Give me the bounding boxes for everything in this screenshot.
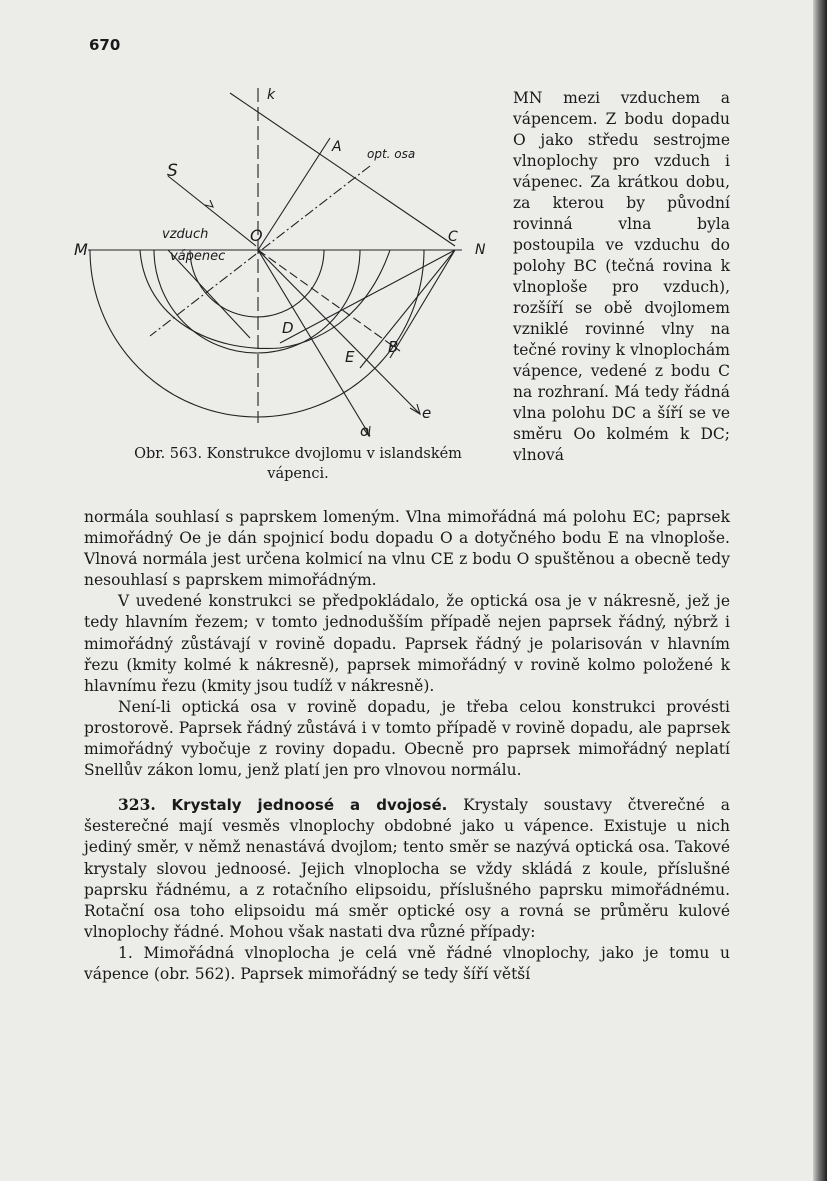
label-k: k: [267, 87, 276, 103]
ordinary-ray-oo: [258, 250, 370, 436]
main-text: [84, 507, 730, 985]
label-a: A: [332, 139, 342, 155]
section-323: [84, 794, 730, 943]
wavefront-ordinary: [154, 250, 360, 353]
line-ob: [258, 250, 400, 351]
figure-563: [70, 78, 510, 450]
section-number: 323.: [118, 795, 156, 815]
caption-line-2: vápenci.: [267, 466, 329, 482]
label-b: B: [388, 338, 399, 356]
caption-line-1: Obr. 563. Konstrukce dvojlomu v islandském: [134, 446, 462, 462]
label-c: C: [448, 229, 458, 245]
page-number: 670: [89, 36, 121, 54]
birefringence-diagram: [70, 78, 510, 450]
section-title: Krystaly jednoosé a dvojosé.: [171, 796, 448, 815]
tangent-bc: [390, 250, 455, 358]
paragraph-3: Není-li optická osa v rovině dopadu, je třeba celou konstrukci provésti prostorově. Paprsek řádný zůstává i v tomto případě v rovině dopadu, ale paprsek mimořádný vybočuje z roviny dopadu. Obecně pro paprsek mimořádný neplatí Snellův zákon lomu, jenž platí jen pro vlnovou normálu.: [84, 697, 730, 780]
line-ao: [258, 138, 330, 250]
figure-caption: [90, 444, 506, 484]
paragraph-5: 1. Mimořádná vlnoplocha je celá vně řádné vlnoplochy, jako je tomu u vápence (obr. 562). Paprsek mimořádný se tedy šíří větší: [84, 943, 730, 983]
page-edge-shadow: [813, 0, 827, 1181]
side-paragraph: MN mezi vzduchem a vápencem. Z bodu dopadu O jako středu sestrojme vlnoplochy pro vzduch i vápenec. Za krátkou dobu, za kterou by původní rovinná vlna byla postoupila ve vzduchu do polohy BC (tečná rovina k vlnoploše pro vzduch), rozšíří se obě dvojlomem vzniklé rovinné vlny na tečné roviny k vlnoplochám vápence, vedené z bodu C na rozhraní. Má tedy řádná vlna polohu DC a šíří se ve směru Oo kolmém k DC; vlnová: [513, 89, 730, 464]
label-o-ray: o: [360, 422, 370, 440]
wavefront-extraordinary: [140, 250, 390, 348]
label-calcite: vápenec: [170, 249, 226, 264]
label-e-point: E: [345, 348, 355, 366]
label-s: S: [167, 161, 178, 181]
section-text: Krystaly soustavy čtverečné a šesterečné mají vesměs vlnoplochy obdobné jako u vápence. Existuje u nich jediný směr, v němž nenastává dvojlom; tento směr se nazývá optická osa. Takové krystaly slovou jednoosé. Jejich vlnoplocha se vždy skládá z koule, příslušné paprsku řádnému, a z rotačního elipsoidu, příslušného paprsku mimořádnému. Rotační osa toho elipsoidu má směr optické osy a rovná se průměru kulové vlnoplochy řádné. Mohou však nastati dva různé případy:: [84, 796, 730, 941]
label-d: D: [282, 319, 294, 337]
label-m: M: [74, 240, 88, 259]
label-o-point: O: [250, 226, 263, 245]
side-column-text: [513, 88, 730, 466]
tangent-dc: [280, 250, 455, 343]
incident-wavefront: [230, 93, 455, 246]
wavefront-air: [90, 250, 424, 417]
tangent-ec: [360, 250, 455, 368]
label-optical-axis: opt. osa: [367, 147, 416, 161]
paragraph-2: V uvedené konstrukci se předpokládalo, že optická osa je v nákresně, jež je tedy hlavním řezem; v tomto jednodušším případě nejen paprsek řádný, nýbrž i mimořádný zůstávají v rovině dopadu. Paprsek řádný je polarisován v hlavním řezu (kmity kolmé k nákresně), paprsek mimořádný v rovině kolmo položené k hlavnímu řezu (kmity jsou tudíž v nákresně).: [84, 592, 730, 695]
label-air: vzduch: [162, 227, 209, 242]
label-e-ray: e: [422, 404, 432, 422]
label-n: N: [475, 242, 486, 258]
paragraph-1: normála souhlasí s paprskem lomeným. Vlna mimořádná má polohu EC; paprsek mimořádný Oe je dán spojnicí bodu dopadu O a dotyčného bodu E na vlnoploše. Vlnová normála jest určena kolmicí na vlnu CE z bodu O spuštěnou a obecně tedy nesouhlasí s paprskem mimořádným.: [84, 508, 730, 590]
